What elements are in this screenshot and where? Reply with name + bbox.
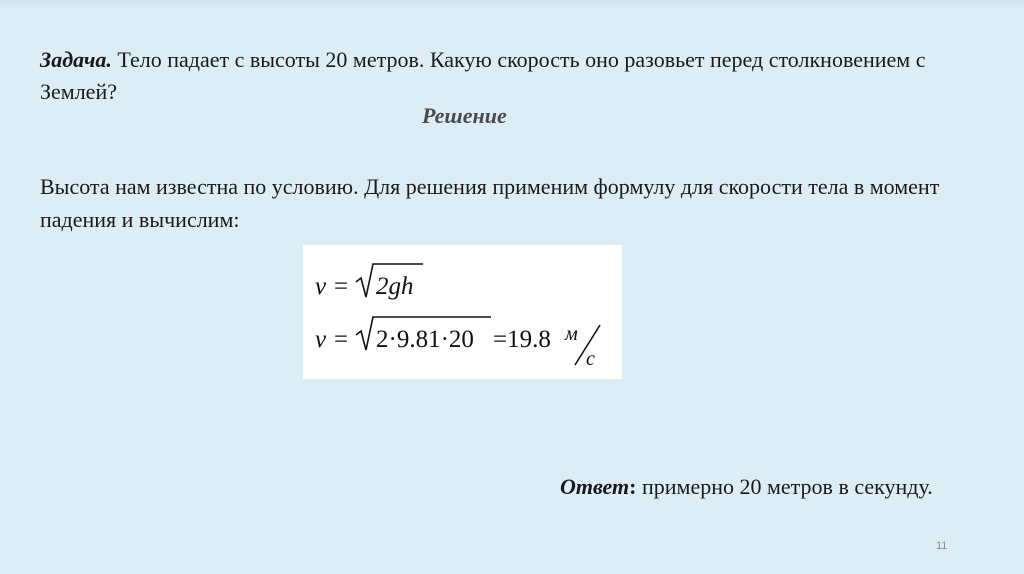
solution-heading: Решение	[422, 103, 507, 128]
formula-line2-lhs: v =	[315, 326, 350, 353]
answer	[560, 474, 933, 500]
task-statement	[40, 44, 940, 108]
formula-image	[303, 245, 622, 379]
answer-text: примерно 20 метров в секунду.	[636, 474, 933, 499]
formula-line2-result: =19.8	[493, 326, 551, 353]
unit-numerator: м	[565, 323, 578, 345]
solution-text: Высота нам известна по условию. Для решения применим формулу для скорости тела в момент падения и вычислим:	[40, 174, 940, 232]
formula-line1-lhs: v =	[315, 273, 350, 300]
formula-line1-radicand: 2gh	[376, 273, 414, 300]
answer-label: Ответ	[560, 474, 630, 499]
formula-svg	[303, 245, 622, 379]
page-number: 11	[936, 540, 948, 552]
unit-denominator: с	[586, 348, 595, 370]
formula-line2-radicand: 2·9.81·20	[376, 326, 474, 353]
task-text: Тело падает с высоты 20 метров. Какую скорость оно разовьет перед столкновением с Землей?	[40, 47, 926, 104]
answer-colon: :	[629, 474, 637, 499]
task-label: Задача.	[40, 47, 112, 72]
